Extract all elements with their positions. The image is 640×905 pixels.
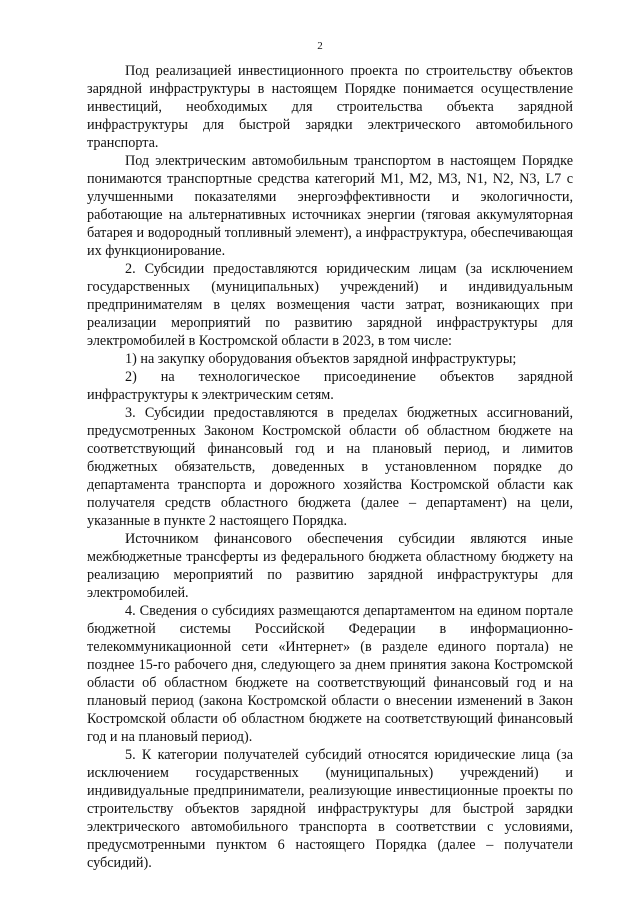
paragraph-clause-3: 3. Субсидии предоставляются в пределах бюджетных ассигнований, предусмотренных Законом Костромской области об областном бюджете на соответствующий финансовый год и на плановый период, и лимитов бюджетных обязательств, доведенных в установленном порядке до департамента транспорта и дорожного хозяйства Костромской области как получателя средств областного бюджета (далее – департамент) на цели, указанные в пункте 2 настоящего Порядка. (87, 405, 573, 529)
paragraph-clause-2-item-1: 1) на закупку оборудования объектов зарядной инфраструктуры; (125, 351, 517, 367)
paragraph-clause-2: 2. Субсидии предоставляются юридическим лицам (за исключением государственных (муниципальных) учреждений) и индивидуальным предпринимателям в целях возмещения части затрат, возникающих при реализации мероприятий по развитию зарядной инфраструктуры для электромобилей в Костромской области в 2023, в том числе: (87, 261, 573, 349)
paragraph-electric-transport-definition: Под электрическим автомобильным транспортом в настоящем Порядке понимаются транспортные средства категорий М1, М2, М3, N1, N2, N3, L7 с улучшенными показателями энергоэффективности и экологичности, работающие на альтернативных источниках энергии (тяговая аккумуляторная батарея и водородный топливный элемент), а инфраструктура, обеспечивающая их функционирование. (87, 153, 573, 259)
paragraph-funding-source: Источником финансового обеспечения субсидии являются иные межбюджетные трансферты из федерального бюджета областному бюджету на реализацию мероприятий по развитию зарядной инфраструктуры для электромобилей. (87, 531, 573, 601)
document-body (87, 62, 573, 872)
paragraph-investment-project-definition: Под реализацией инвестиционного проекта по строительству объектов зарядной инфраструктуры в настоящем Порядке понимается осуществление инвестиций, необходимых для строительства объекта зарядной инфраструктуры для быстрой зарядки электрического автомобильного транспорта. (87, 63, 573, 151)
paragraph-clause-2-item-2: 2) на технологическое присоединение объектов зарядной инфраструктуры к электрическим сетям. (87, 369, 573, 403)
paragraph-clause-5: 5. К категории получателей субсидий относятся юридические лица (за исключением государственных (муниципальных) учреждений) и индивидуальные предприниматели, реализующие инвестиционные проекты по строительству объектов зарядной инфраструктуры для быстрой зарядки электрического автомобильного транспорта в соответствии с условиями, предусмотренными пунктом 6 настоящего Порядка (далее – получатели субсидий). (87, 747, 573, 871)
page-number: 2 (317, 40, 323, 52)
paragraph-clause-4: 4. Сведения о субсидиях размещаются департаментом на едином портале бюджетной системы Российской Федерации в информационно-телекоммуникационной сети «Интернет» (в разделе единого портала) не позднее 15-го рабочего дня, следующего за днем принятия закона Костромской области об областном бюджете на соответствующий финансовый год и на плановый период (закона Костромской области о внесении изменений в Закон Костромской области об областном бюджете на соответствующий финансовый год и на плановый период). (87, 603, 573, 745)
